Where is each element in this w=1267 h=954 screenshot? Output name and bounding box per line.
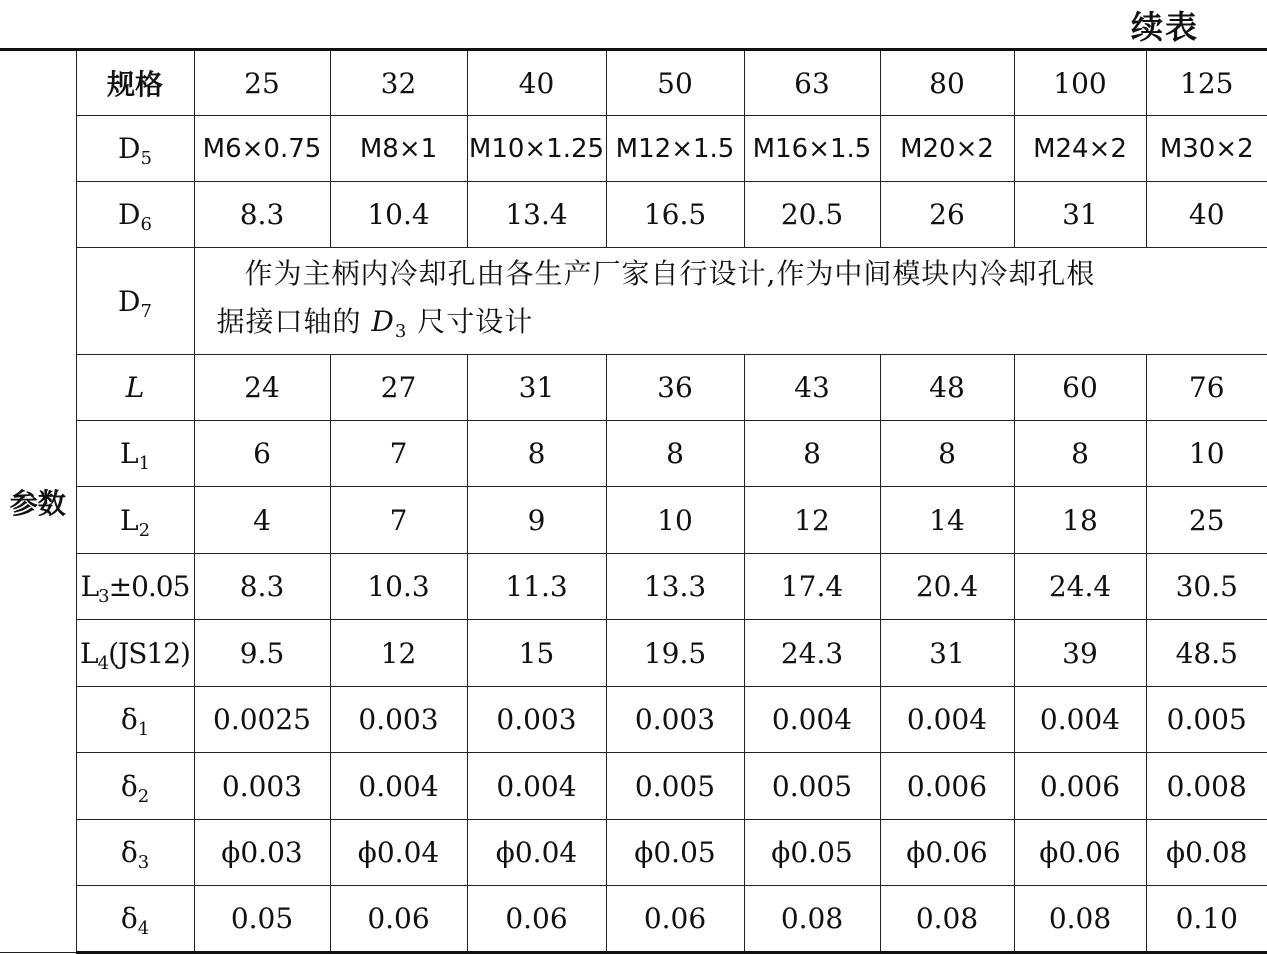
value-cell: 0.004 [467, 753, 606, 820]
header-label-cell: 规格 [76, 50, 194, 116]
note-line-2-suffix: 尺寸设计 [407, 305, 534, 338]
value-cell: 31 [880, 620, 1014, 687]
value-cell: 30.5 [1146, 554, 1267, 620]
value-cell: 0.003 [330, 687, 467, 753]
value-cell: 8.3 [194, 182, 330, 248]
row-label-cell [76, 421, 194, 487]
table-row [0, 886, 1267, 953]
value-cell: 0.004 [744, 687, 880, 753]
value-cell: 36 [606, 355, 744, 421]
row-label-cell [76, 886, 194, 953]
value-cell: 7 [330, 487, 467, 554]
table-row [0, 487, 1267, 554]
row-subscript: 1 [137, 719, 150, 740]
header-size-cell: 63 [744, 50, 880, 116]
value-cell: 40 [1146, 182, 1267, 248]
value-cell: M8×1 [330, 116, 467, 182]
row-suffix: ±0.05 [108, 570, 190, 603]
table-row [0, 50, 1267, 116]
row-symbol: L [119, 503, 139, 537]
value-cell: 0.004 [1014, 687, 1146, 753]
row-symbol: D [118, 132, 141, 165]
value-cell: 0.008 [1146, 753, 1267, 820]
row-subscript: 5 [140, 148, 152, 169]
row-label-cell [76, 820, 194, 886]
table-row [0, 687, 1267, 753]
row-symbol: D [118, 198, 141, 231]
row-label-cell [76, 182, 194, 248]
value-cell: 10 [606, 487, 744, 554]
value-cell: 0.003 [194, 753, 330, 820]
row-label-cell [76, 355, 194, 421]
value-cell: 20.4 [880, 554, 1014, 620]
value-cell: 6 [194, 421, 330, 487]
row-subscript: 2 [137, 785, 150, 807]
header-size-cell: 125 [1146, 50, 1267, 116]
value-cell: 7 [330, 421, 467, 487]
value-cell: 17.4 [744, 554, 880, 620]
value-cell: M16×1.5 [744, 116, 880, 182]
value-cell: 26 [880, 182, 1014, 248]
value-cell: 0.0025 [194, 687, 330, 753]
value-cell: 4 [194, 487, 330, 554]
value-cell: 0.005 [606, 753, 744, 820]
value-cell: 9.5 [194, 620, 330, 687]
value-cell: 0.005 [1146, 687, 1267, 753]
value-cell: 18 [1014, 487, 1146, 554]
row-symbol: L [119, 437, 139, 470]
row-label-cell [76, 116, 194, 182]
table-row [0, 820, 1267, 886]
value-cell: ϕ0.03 [194, 820, 330, 886]
value-cell: 0.004 [330, 753, 467, 820]
note-d3-symbol: D [371, 305, 395, 338]
table-row [0, 753, 1267, 820]
value-cell: 8 [467, 421, 606, 487]
value-cell: 48 [880, 355, 1014, 421]
value-cell: 16.5 [606, 182, 744, 248]
parameter-table [0, 48, 1267, 954]
value-cell: 31 [1014, 182, 1146, 248]
value-cell: 48.5 [1146, 620, 1267, 687]
row-subscript: 4 [97, 652, 109, 674]
row-symbol: D [118, 284, 141, 318]
value-cell: 0.006 [880, 753, 1014, 820]
value-cell: 0.08 [744, 886, 880, 953]
group-label-cell: 参数 [0, 50, 76, 953]
header-size-cell: 50 [606, 50, 744, 116]
value-cell: 76 [1146, 355, 1267, 421]
header-size-cell: 40 [467, 50, 606, 116]
value-cell: 13.3 [606, 554, 744, 620]
value-cell: ϕ0.06 [880, 820, 1014, 886]
table-row [0, 421, 1267, 487]
value-cell: 39 [1014, 620, 1146, 687]
row-symbol: δ [120, 836, 138, 869]
table-row [0, 182, 1267, 248]
row-label-cell [76, 487, 194, 554]
table-row [0, 554, 1267, 620]
table-row [0, 248, 1267, 355]
value-cell: 0.004 [880, 687, 1014, 753]
row-label-cell [76, 753, 194, 820]
value-cell: 10 [1146, 421, 1267, 487]
value-cell: 0.003 [467, 687, 606, 753]
value-cell: 43 [744, 355, 880, 421]
d7-note-cell [194, 248, 1267, 355]
value-cell: 0.06 [330, 886, 467, 953]
table-row [0, 116, 1267, 182]
value-cell: 0.005 [744, 753, 880, 820]
value-cell: M10×1.25 [467, 116, 606, 182]
value-cell: 24 [194, 355, 330, 421]
value-cell: 0.10 [1146, 886, 1267, 953]
value-cell: 9 [467, 487, 606, 554]
value-cell: 0.06 [467, 886, 606, 953]
note-line-2-prefix: 据接口轴的 [216, 305, 372, 338]
value-cell: 11.3 [467, 554, 606, 620]
row-subscript: 1 [138, 453, 151, 474]
row-label-cell [76, 620, 194, 687]
value-cell: M24×2 [1014, 116, 1146, 182]
value-cell: 10.4 [330, 182, 467, 248]
value-cell: 8 [1014, 421, 1146, 487]
note-line-1: 作为主柄内冷却孔由各生产厂家自行设计,作为中间模块内冷却孔根 [244, 257, 1096, 290]
row-symbol: δ [120, 703, 138, 736]
value-cell: 8 [880, 421, 1014, 487]
row-label-cell [76, 687, 194, 753]
value-cell: 12 [744, 487, 880, 554]
value-cell: M30×2 [1146, 116, 1267, 182]
row-label-cell [76, 554, 194, 620]
value-cell: 31 [467, 355, 606, 421]
value-cell: M6×0.75 [194, 116, 330, 182]
value-cell: 0.06 [606, 886, 744, 953]
value-cell: 20.5 [744, 182, 880, 248]
value-cell: 19.5 [606, 620, 744, 687]
table-row [0, 620, 1267, 687]
value-cell: M20×2 [880, 116, 1014, 182]
value-cell: 15 [467, 620, 606, 687]
value-cell: 14 [880, 487, 1014, 554]
value-cell: 12 [330, 620, 467, 687]
value-cell: 0.08 [1014, 886, 1146, 953]
value-cell: 8 [744, 421, 880, 487]
row-symbol: L [80, 636, 98, 670]
value-cell: 8 [606, 421, 744, 487]
row-subscript: 3 [137, 852, 150, 873]
row-symbol: δ [120, 769, 138, 803]
row-subscript: 3 [98, 586, 109, 607]
value-cell: 0.003 [606, 687, 744, 753]
value-cell: ϕ0.05 [606, 820, 744, 886]
value-cell: ϕ0.05 [744, 820, 880, 886]
value-cell: ϕ0.08 [1146, 820, 1267, 886]
row-subscript: 6 [140, 214, 152, 235]
value-cell: 0.08 [880, 886, 1014, 953]
value-cell: 8.3 [194, 554, 330, 620]
value-cell: 24.4 [1014, 554, 1146, 620]
value-cell: 0.006 [1014, 753, 1146, 820]
row-subscript: 4 [137, 918, 150, 939]
header-size-cell: 80 [880, 50, 1014, 116]
value-cell: 10.3 [330, 554, 467, 620]
value-cell: 0.05 [194, 886, 330, 953]
value-cell: 60 [1014, 355, 1146, 421]
value-cell: ϕ0.04 [467, 820, 606, 886]
continued-table-label: 续表 [1130, 8, 1199, 46]
row-symbol: L [125, 371, 145, 404]
value-cell: 13.4 [467, 182, 606, 248]
header-size-cell: 100 [1014, 50, 1146, 116]
row-suffix: (JS12) [108, 636, 190, 670]
row-symbol: L [80, 570, 99, 603]
value-cell: ϕ0.06 [1014, 820, 1146, 886]
table-row [0, 355, 1267, 421]
row-label-cell [76, 248, 194, 355]
value-cell: 27 [330, 355, 467, 421]
value-cell: ϕ0.04 [330, 820, 467, 886]
header-size-cell: 32 [330, 50, 467, 116]
row-subscript: 2 [138, 519, 151, 541]
header-size-cell: 25 [194, 50, 330, 116]
row-subscript: 7 [140, 300, 152, 322]
note-d3-subscript: 3 [394, 321, 408, 342]
value-cell: 24.3 [744, 620, 880, 687]
row-symbol: δ [120, 902, 138, 935]
value-cell: M12×1.5 [606, 116, 744, 182]
value-cell: 25 [1146, 487, 1267, 554]
